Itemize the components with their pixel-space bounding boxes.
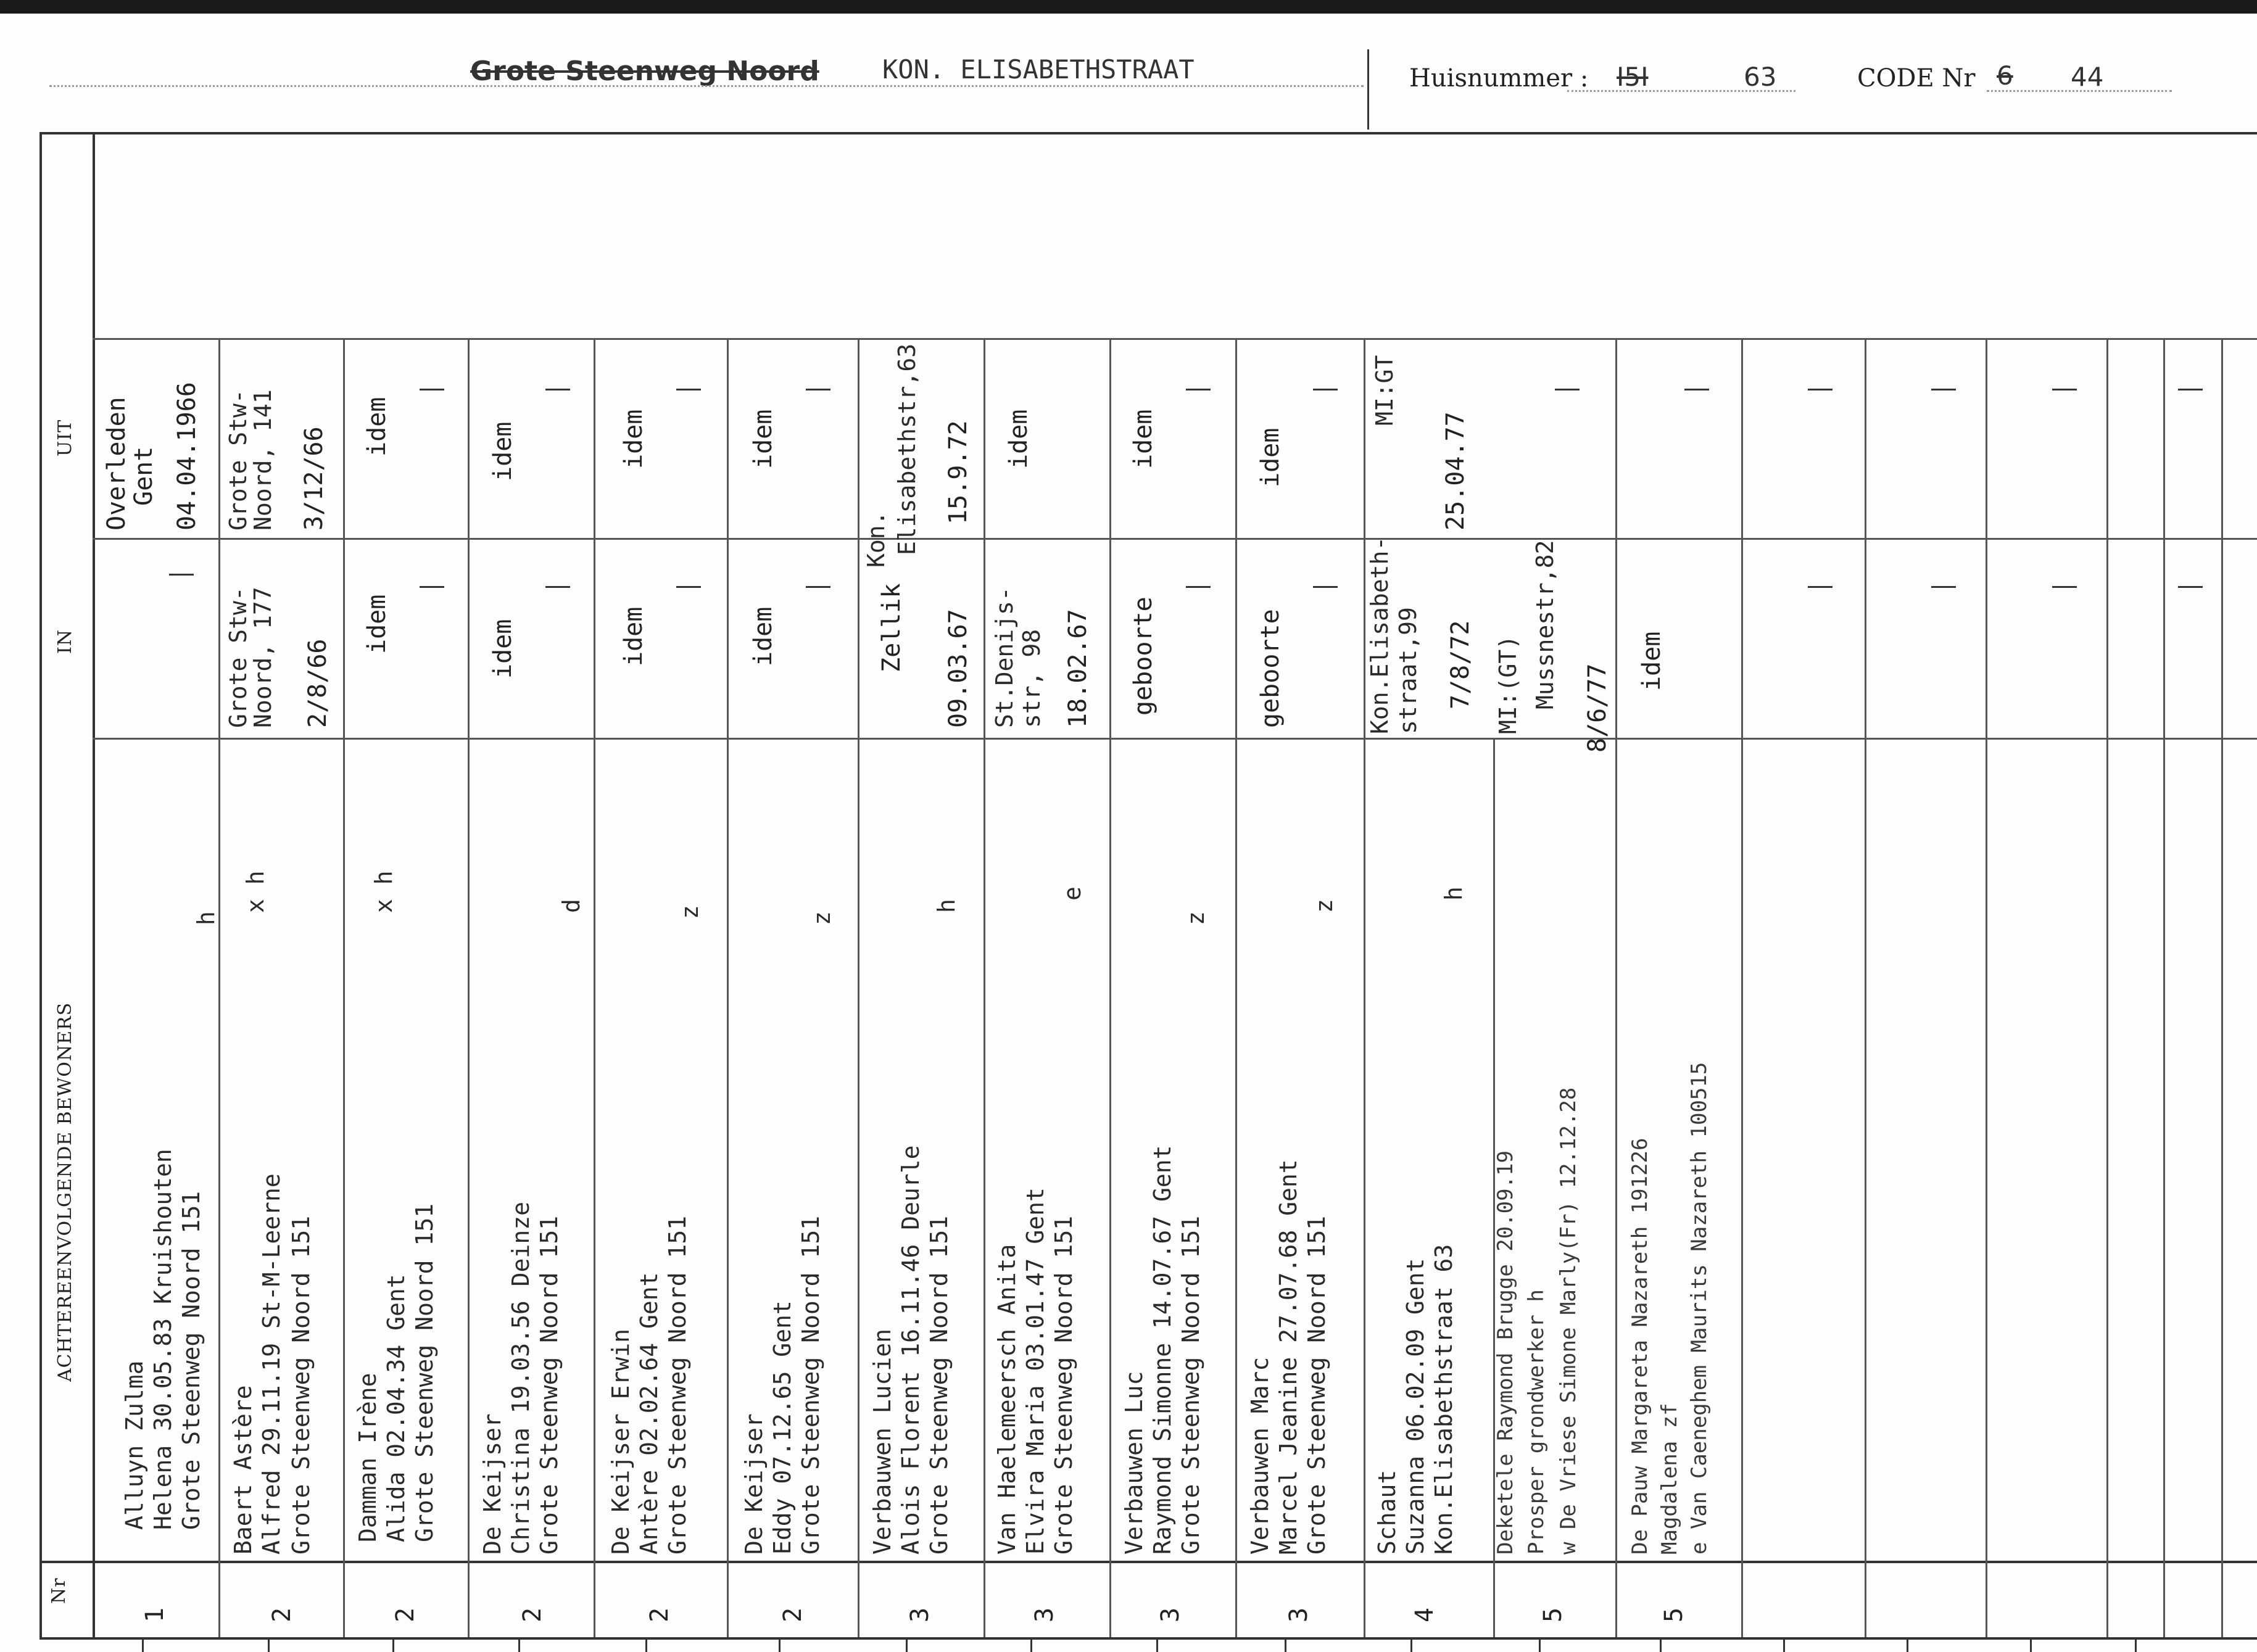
row-3a-in-3: 09.03.67 [944,609,972,728]
resident-2c-mark: d [558,899,585,913]
row-3b-in-2: str, 98 [1018,629,1045,728]
column-title-residents: ACHTEREENVOLGENDE BEWONERS [54,1002,76,1382]
row-3b-in-3: 18.02.67 [1064,609,1092,728]
row-1-out-2: Gent [130,446,158,506]
resident-3b-line-2: Elvira Maria 03.01.47 Gent [1022,1187,1049,1555]
resident-4-line-2: Suzanna 06.02.09 Gent [1402,1258,1429,1555]
row-2a-in-2: Noord, 177 [249,587,276,728]
resident-3a-line-1: Verbauwen Lucien [869,1328,896,1555]
row-5a-in-3: 8/6/77 [1583,663,1612,753]
nr-column-divider [93,132,95,1637]
code-old: 6 [1997,60,2013,91]
resident-2a-line-3: Grote Steenweg Noord 151 [288,1215,315,1555]
resident-2a-line-2: Alfred 29.11.19 St-M-Leerne [258,1173,285,1555]
resident-2e-mark: z [808,911,835,925]
resident-5b-line-2: Magdalena zf [1657,1403,1682,1555]
resident-3c-line-1: Verbauwen Luc [1120,1371,1148,1555]
resident-3a-line-2: Alois Florent 16.11.46 Deurle [897,1145,924,1555]
row-3b-out: idem [1004,409,1033,469]
house-number-new: 63 [1744,62,1777,92]
row-2b-out: idem [363,397,391,456]
table-top-border [39,132,2257,134]
row-2d-in: idem [619,606,648,666]
row-2c-out: idem [489,421,517,481]
resident-3c-mark: z [1182,911,1209,925]
resident-2b-line-3: Grote Steenweg Noord 151 [411,1203,438,1542]
resident-2e-line-2: Eddy 07.12.65 Gent [769,1300,796,1555]
row-2c-nr: 2 [518,1607,547,1622]
resident-2a-mark: x h [242,870,269,913]
row-4-out-1: MI:GT [1371,355,1398,426]
row-3a-out-3: 15.9.72 [944,420,972,524]
resident-3a-line-3: Grote Steenweg Noord 151 [926,1215,953,1555]
street-name-new: KON. ELISABETHSTRAAT [882,54,1195,85]
resident-2d-line-3: Grote Steenweg Noord 151 [664,1215,691,1555]
row-2c-in: idem [489,619,517,679]
code-new: 44 [2071,62,2104,92]
row-3d-nr: 3 [1285,1607,1313,1622]
out-top-divider [93,338,2257,340]
row-4-nr: 4 [1410,1607,1439,1622]
resident-2d-mark: z [676,905,703,919]
row-2a-out-1: Grote Stw- [225,389,252,531]
row-2e-out: idem [749,409,777,469]
resident-3b-mark: e [1059,886,1086,901]
column-title-in: IN [54,629,76,654]
row-1-nr: 1 [141,1607,169,1622]
row-3b-in-1: St.Denijs- [991,587,1018,728]
resident-2c-line-3: Grote Steenweg Noord 151 [536,1215,563,1555]
row-3a-nr: 3 [906,1607,934,1622]
row-2d-nr: 2 [645,1607,674,1622]
column-title-out: UIT [54,419,76,456]
in-out-divider [93,538,2257,540]
table-left-border [39,132,42,1637]
resident-3d-line-1: Verbauwen Marc [1246,1357,1273,1555]
row-3b-nr: 3 [1030,1607,1059,1622]
row-2a-in-3: 2/8/66 [304,638,332,728]
row-3a-in-1: Zellik [877,583,906,672]
row-1-out-3: 04.04.1966 [173,382,201,531]
resident-2e-line-1: De Keijser [740,1413,768,1555]
row-3d-in: geboorte [1256,609,1285,728]
row-5a-in-1: MI:(GT) [1494,635,1522,734]
resident-2c-line-1: De Keijser [479,1413,506,1555]
code-label: CODE Nr [1857,64,1976,93]
nr-row-divider [39,1561,2257,1563]
row-3a-out-2: Elisabethstr,63 [893,343,921,555]
table-bottom-border [39,1637,2257,1640]
row-4-out-3: 25.04.77 [1441,411,1470,531]
resident-5a-line-1: Deketele Raymond Brugge 20.09.19 [1493,1150,1518,1555]
resident-3c-line-2: Raymond Simonne 14.07.67 Gent [1149,1145,1176,1555]
row-2a-out-3: 3/12/66 [300,426,328,531]
resident-3d-mark: z [1311,899,1338,913]
row-3d-out: idem [1256,427,1285,487]
column-title-nr: Nr [48,1577,70,1604]
scan-top-edge [0,0,2257,14]
resident-3b-line-1: Van Haelemeersch Anita [993,1244,1021,1555]
resident-5a-line-3: w De Vriese Simone Marly(Fr) 12.12.28 [1556,1087,1581,1555]
row-5a-in-2: Mussnestr,82 [1531,540,1559,709]
resident-2b-mark: x h [370,870,397,913]
residents-in-divider [93,738,2257,740]
resident-2c-line-2: Christina 19.03.56 Deinze [507,1202,534,1555]
row-3c-in: geboorte [1129,597,1157,716]
row-2b-nr: 2 [391,1607,420,1622]
house-number-old: I5I [1617,62,1649,92]
row-2a-in-1: Grote Stw- [225,587,252,728]
row-2e-nr: 2 [779,1607,807,1622]
row-5b-nr: 5 [1660,1607,1688,1622]
resident-5b-line-1: De Pauw Margareta Nazareth 191226 [1628,1138,1652,1555]
row-5b-in: idem [1638,631,1666,691]
resident-2b-line-1: Damman Irène [354,1373,381,1542]
row-5a-nr: 5 [1539,1607,1567,1622]
row-2a-out-2: Noord, 141 [249,389,276,531]
row-2b-in: idem [363,594,391,654]
resident-2d-line-1: De Keijser Erwin [607,1328,634,1555]
resident-2d-line-2: Antère 02.02.64 Gent [636,1272,663,1555]
row-1-out-1: Overleden [102,397,131,531]
resident-2a-line-1: Baert Astère [230,1385,257,1555]
row-2d-out: idem [619,409,648,469]
resident-2b-line-2: Alida 02.04.34 Gent [383,1274,410,1542]
resident-3d-line-2: Marcel Jeanine 27.07.68 Gent [1275,1159,1302,1555]
row-2e-in: idem [749,606,777,666]
resident-1-line-3: Grote Steenweg Noord 151 [178,1191,205,1530]
row-4-in-2: straat,99 [1394,607,1422,734]
resident-4-line-1: Schaut [1373,1469,1401,1555]
resident-4-mark: h [1440,886,1467,901]
row-2a-nr: 2 [268,1607,296,1622]
resident-1-mark: h [193,911,220,925]
resident-1-line-2: Helena 30.05.83 Kruishouten [149,1149,176,1530]
resident-3c-line-3: Grote Steenweg Noord 151 [1177,1215,1204,1555]
resident-3b-line-3: Grote Steenweg Noord 151 [1050,1215,1077,1555]
resident-4-line-3: Kon.Elisabethstraat 63 [1430,1244,1457,1555]
house-number-label: Huisnummer : [1409,64,1589,93]
row-4-in-1: Kon.Elisabeth- [1366,536,1393,734]
resident-1-line-1: Alluyn Zulma [121,1360,148,1530]
row-3c-out: idem [1129,409,1157,469]
resident-2e-line-3: Grote Steenweg Noord 151 [797,1215,824,1555]
row-4-in-3: 7/8/72 [1446,620,1475,709]
row-3c-nr: 3 [1156,1607,1185,1622]
street-name-old: Grote Steenweg Noord [470,56,819,87]
resident-3a-mark: h [933,899,960,913]
resident-5b-line-3: e Van Caeneghem Maurits Nazareth 100515 [1687,1062,1712,1555]
resident-3d-line-3: Grote Steenweg Noord 151 [1303,1215,1330,1555]
resident-5a-line-2: Prosper grondwerker h [1524,1289,1549,1555]
row-3a-out-1: Kon. [863,511,890,568]
